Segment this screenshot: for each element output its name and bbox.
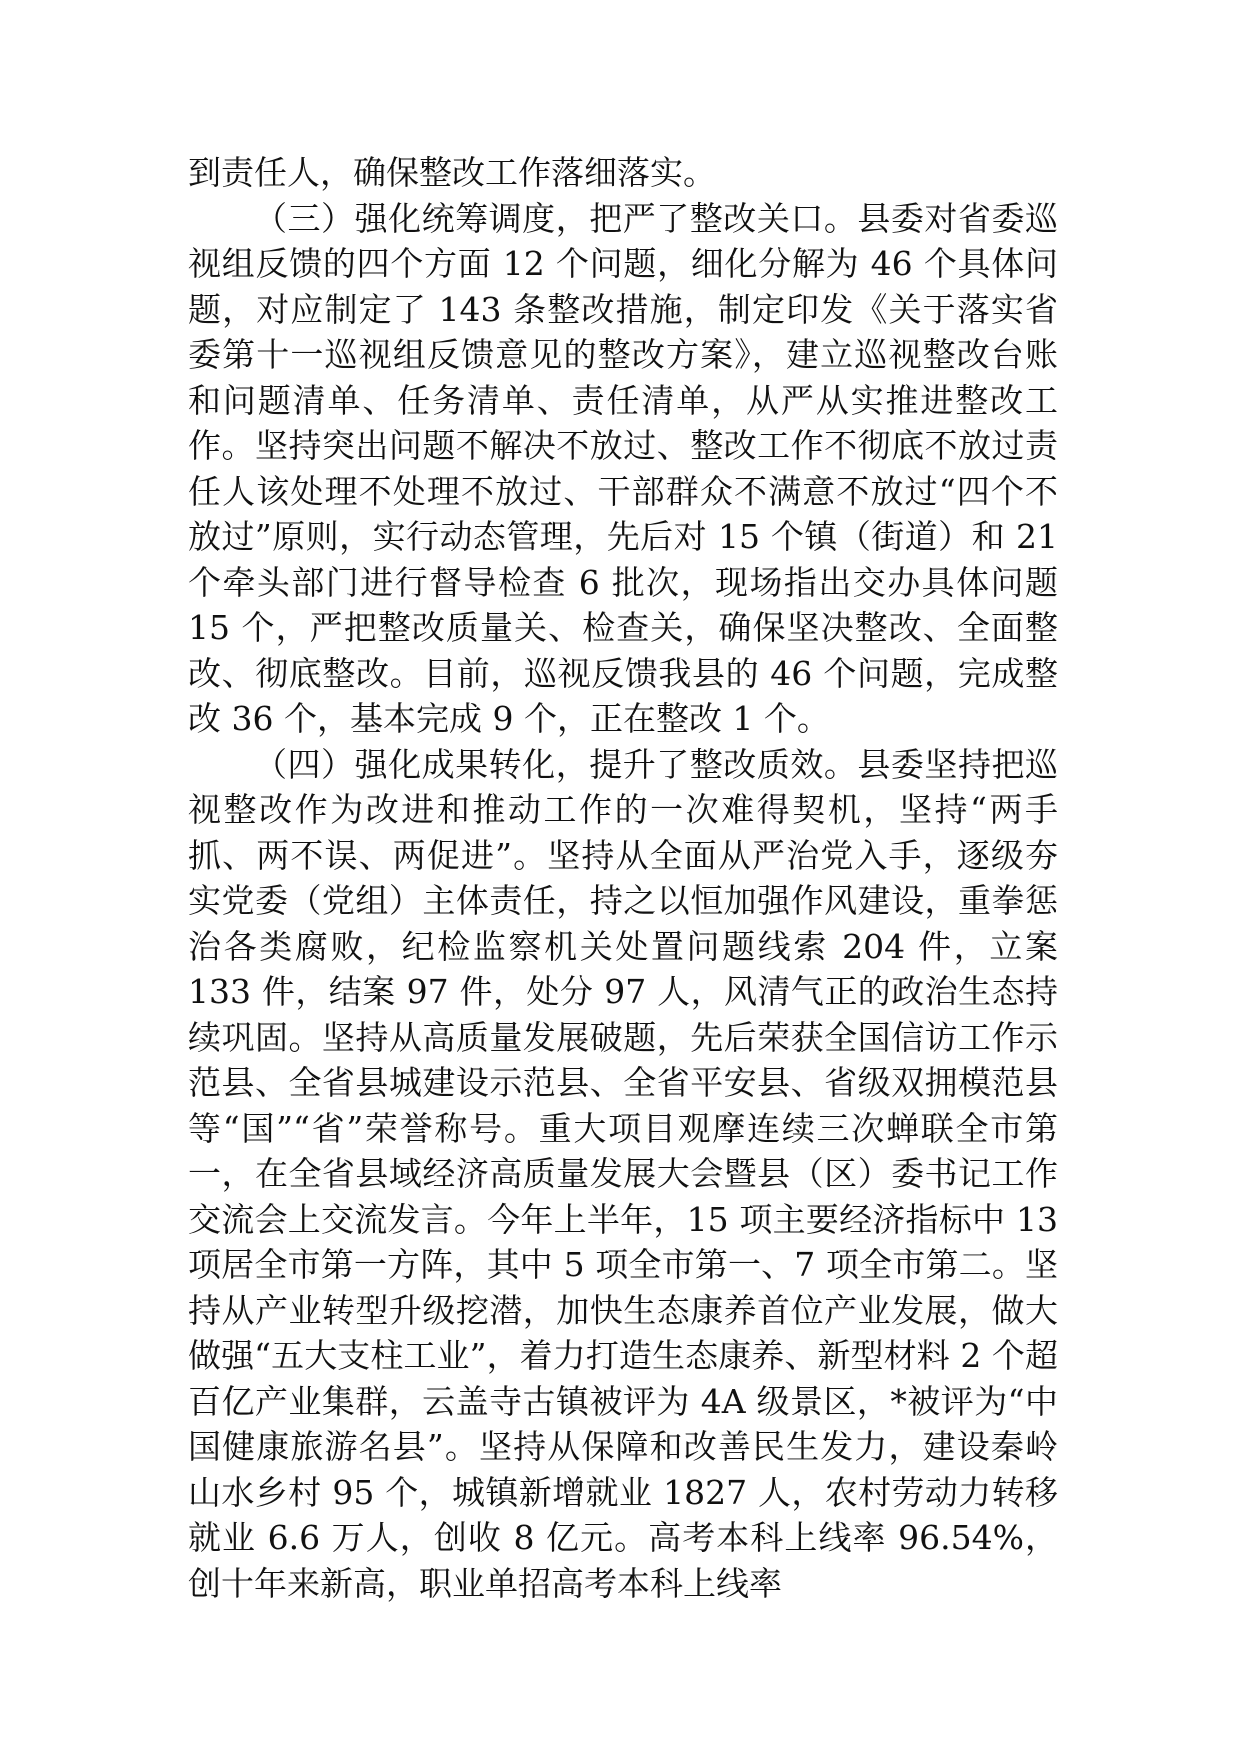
document-page (188, 150, 1058, 1606)
paragraph-section-four: （四）强化成果转化，提升了整改质效。县委坚持把巡视整改作为改进和推动工作的一次难得契机，坚持“两手抓、两不误、两促进”。坚持从全面从严治党入手，逐级夯实党委（党组）主体责任，持之以恒加强作风建设，重拳惩治各类腐败，纪检监察机关处置问题线索 204 件，立案 133 件，结案 97 件，处分 97 人，风清气正的政治生态持续巩固。坚持从高质量发展破题，先后荣获全国信访工作示范县、全省县城建设示范县、全省平安县、省级双拥模范县等“国”“省”荣誉称号。重大项目观摩连续三次蝉联全市第一，在全省县域经济高质量发展大会暨县（区）委书记工作交流会上交流发言。今年上半年，15 项主要经济指标中 13 项居全市第一方阵，其中 5 项全市第一、7 项全市第二。坚持从产业转型升级挖潜，加快生态康养首位产业发展，做大做强“五大支柱工业”，着力打造生态康养、新型材料 2 个超百亿产业集群，云盖寺古镇被评为 4A 级景区，*被评为“中国健康旅游名县”。坚持从保障和改善民生发力，建设秦岭山水乡村 95 个，城镇新增就业 1827 人，农村劳动力转移就业 6.6 万人，创收 8 亿元。高考本科上线率 96.54%，创十年来新高，职业单招高考本科上线率 (188, 744, 1058, 1603)
paragraph-section-three: （三）强化统筹调度，把严了整改关口。县委对省委巡视组反馈的四个方面 12 个问题，细化分解为 46 个具体问题，对应制定了 143 条整改措施，制定印发《关于落实省委第十一巡视组反馈意见的整改方案》，建立巡视整改台账和问题清单、任务清单、责任清单，从严从实推进整改工作。坚持突出问题不解决不放过、整改工作不彻底不放过责任人该处理不处理不放过、干部群众不满意不放过“四个不放过”原则，实行动态管理，先后对 15 个镇（街道）和 21 个牵头部门进行督导检查 6 批次，现场指出交办具体问题 15 个，严把整改质量关、检查关，确保坚决整改、全面整改、彻底整改。目前，巡视反馈我县的 46 个问题，完成整改 36 个，基本完成 9 个，正在整改 1 个。 (188, 198, 1058, 738)
paragraph-continuation: 到责任人，确保整改工作落细落实。 (188, 153, 716, 192)
